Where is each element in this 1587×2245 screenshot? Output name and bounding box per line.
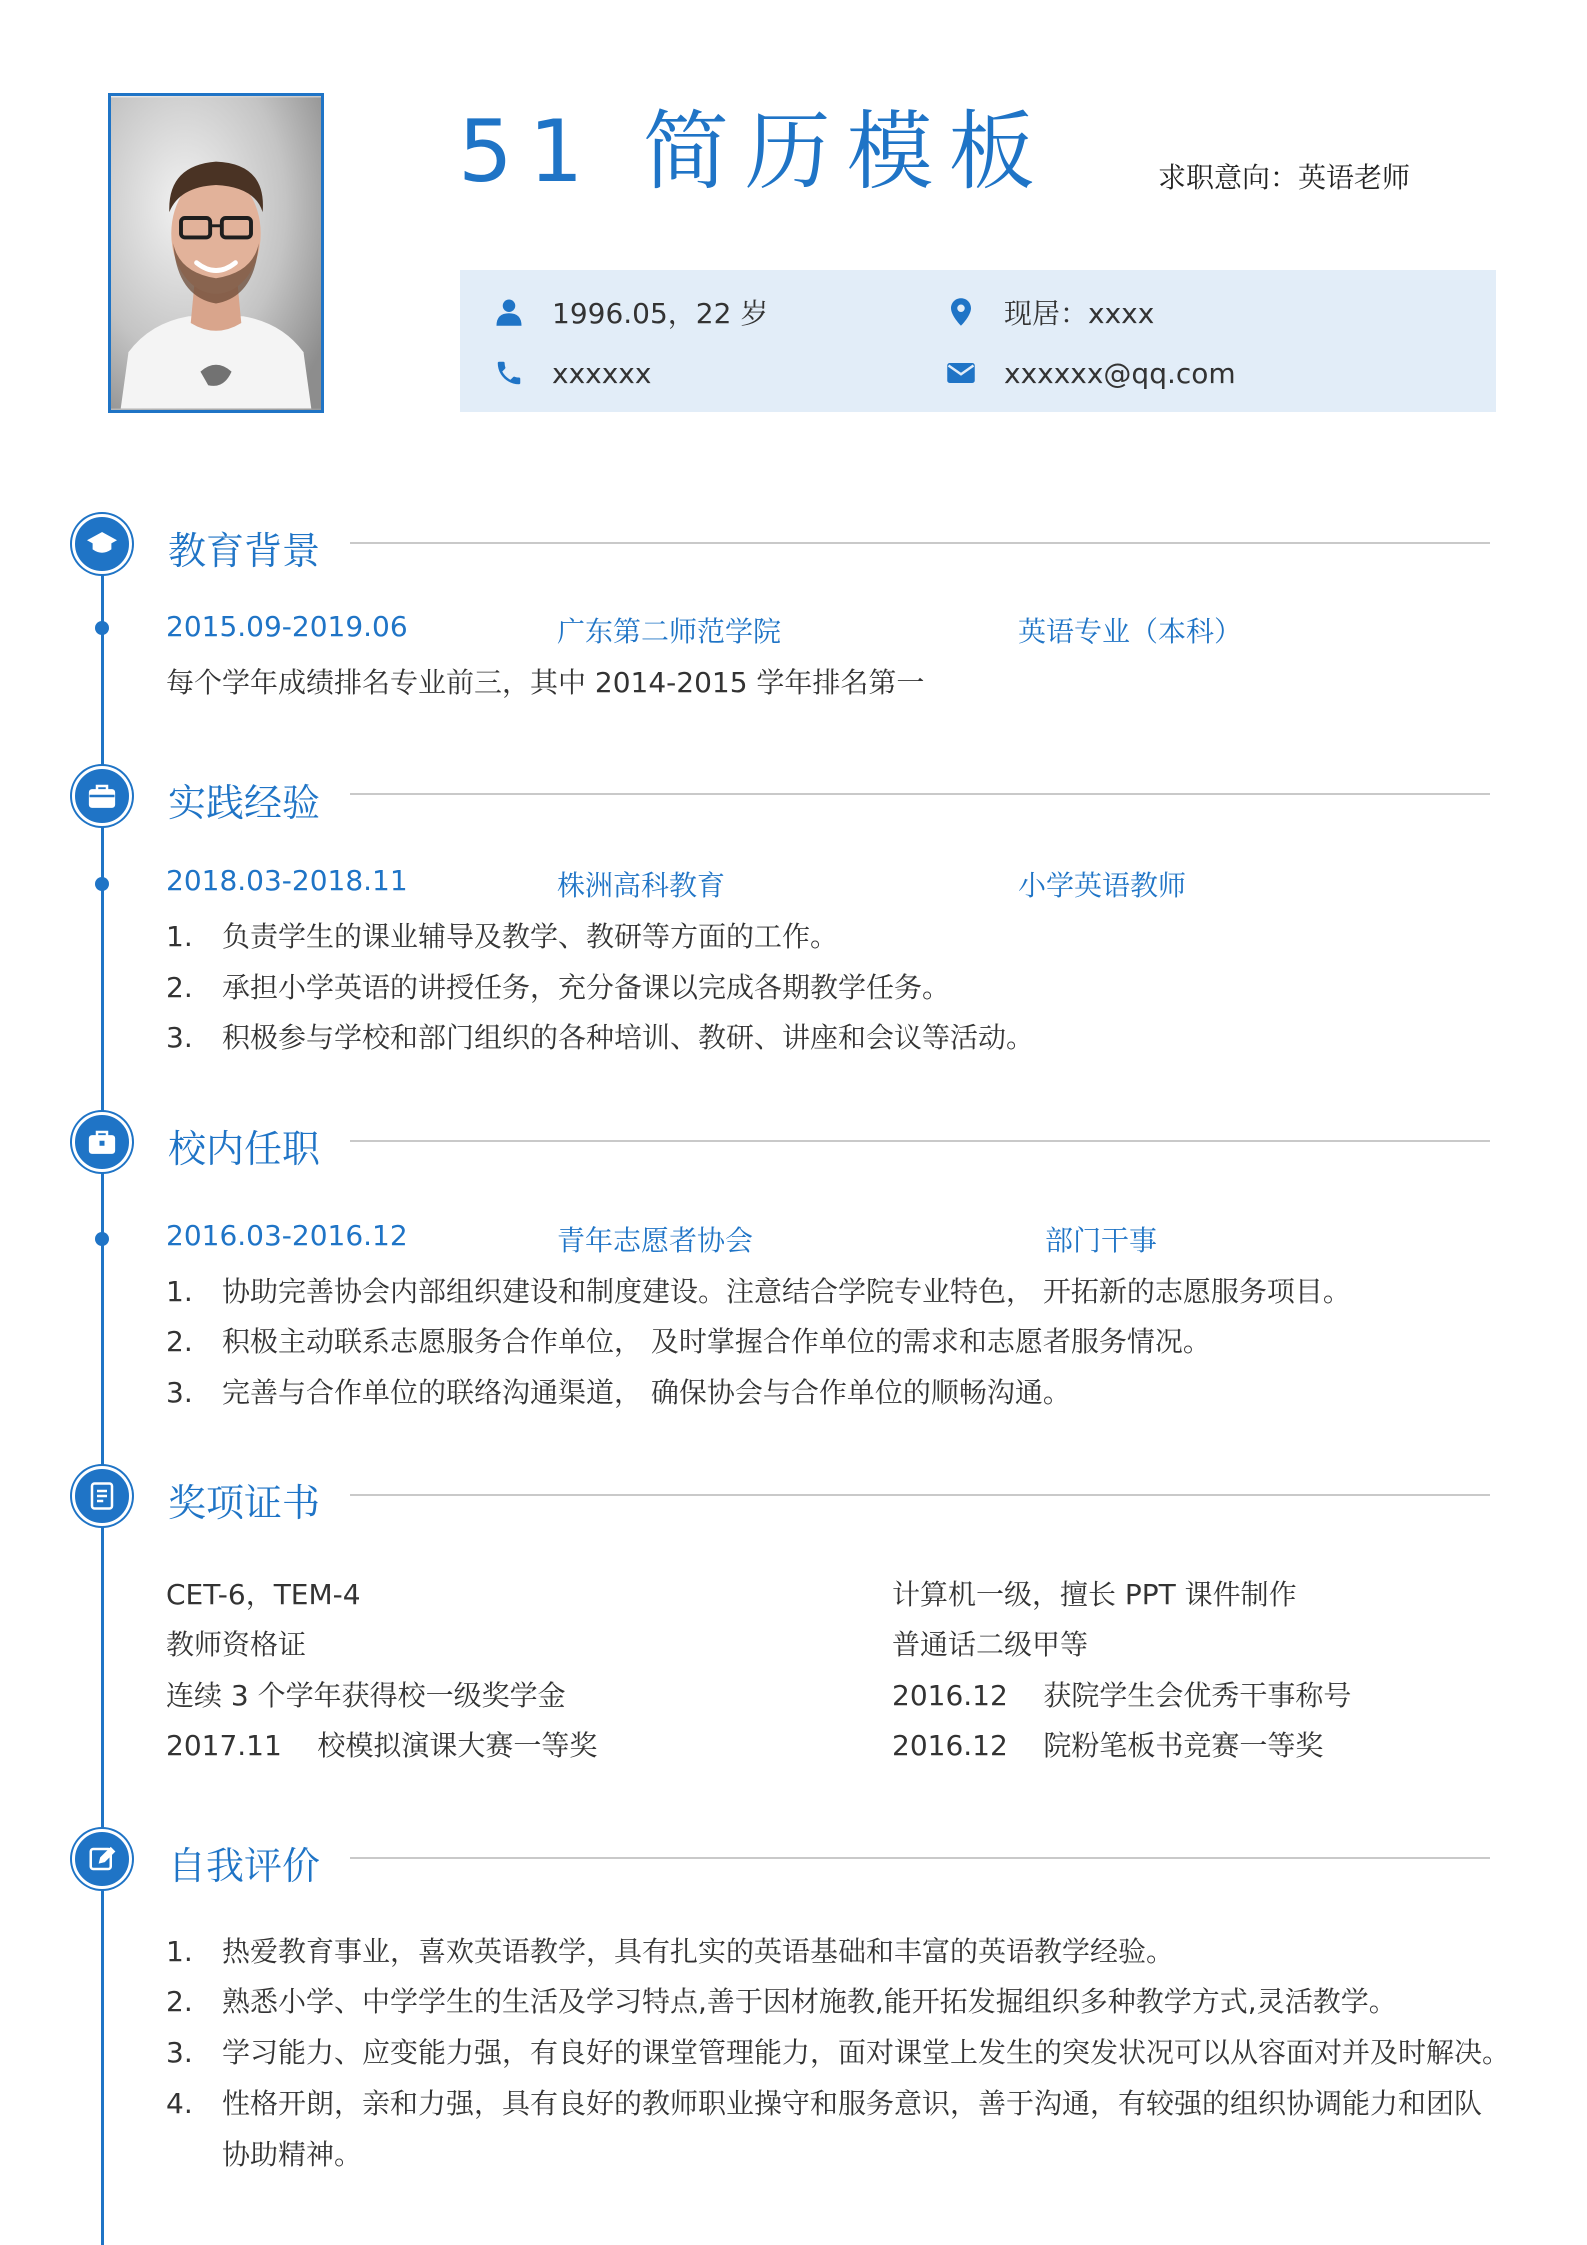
phone-text: xxxxxx	[552, 356, 652, 390]
practice-org: 株洲高科教育	[557, 869, 726, 902]
award-item: CET-6，TEM-4	[166, 1578, 361, 1611]
section-rule	[350, 1494, 1490, 1496]
profile-photo	[108, 93, 324, 413]
residence-text: 现居：xxxx	[1004, 297, 1155, 330]
phone-icon	[492, 356, 526, 390]
residence-info	[944, 292, 1154, 332]
list-item: 2. 熟悉小学、中学学生的生活及学习特点,善于因材施教,能开拓发掘组织多种教学方式,灵活教学。	[166, 1985, 1397, 2018]
phone-info	[492, 356, 651, 390]
birth-text: 1996.05，22 岁	[552, 297, 769, 330]
section-title-campus: 校内任职	[168, 1127, 321, 1171]
graduation-cap-icon	[72, 514, 132, 574]
timeline-dot	[95, 1232, 109, 1246]
education-major: 英语专业（本科）	[1018, 615, 1243, 648]
mail-icon	[944, 356, 978, 390]
section-rule	[350, 793, 1490, 795]
education-period: 2015.09-2019.06	[166, 610, 408, 643]
list-item: 1. 协助完善协会内部组织建设和制度建设。注意结合学院专业特色， 开拓新的志愿服务项目。	[166, 1275, 1351, 1308]
resume-title: 51 简历模板	[458, 102, 1051, 202]
list-item: 4. 性格开朗，亲和力强，具有良好的教师职业操守和服务意识，善于沟通，有较强的组织协调能力和团队	[166, 2087, 1483, 2120]
award-item: 2016.12 院粉笔板书竞赛一等奖	[892, 1729, 1324, 1762]
award-item: 教师资格证	[166, 1628, 307, 1661]
person-icon	[492, 295, 526, 329]
edit-pencil-icon	[72, 1829, 132, 1889]
email-text: xxxxxx@qq.com	[1004, 356, 1236, 390]
education-school: 广东第二师范学院	[557, 615, 782, 648]
list-item: 3. 完善与合作单位的联络沟通渠道， 确保协会与合作单位的顺畅沟通。	[166, 1376, 1071, 1409]
briefcase-icon	[72, 766, 132, 826]
certificate-icon	[72, 1466, 132, 1526]
section-title-education: 教育背景	[168, 529, 321, 573]
practice-period: 2018.03-2018.11	[166, 864, 408, 897]
award-item: 连续 3 个学年获得校一级奖学金	[166, 1679, 566, 1712]
list-item: 3. 学习能力、应变能力强，有良好的课堂管理能力，面对课堂上发生的突发状况可以从容面对并及时解决。	[166, 2036, 1511, 2069]
campus-org: 青年志愿者协会	[557, 1224, 754, 1257]
section-rule	[350, 1857, 1490, 1859]
campus-period: 2016.03-2016.12	[166, 1219, 408, 1252]
practice-role: 小学英语教师	[1018, 869, 1187, 902]
campus-role: 部门干事	[1045, 1224, 1158, 1257]
education-desc: 每个学年成绩排名专业前三，其中 2014-2015 学年排名第一	[166, 666, 925, 699]
profile-photo-illustration	[111, 96, 321, 410]
section-title-practice: 实践经验	[168, 781, 321, 825]
award-item: 计算机一级，擅长 PPT 课件制作	[892, 1578, 1297, 1611]
section-rule	[350, 542, 1490, 544]
email-info	[944, 356, 1236, 390]
section-title-awards: 奖项证书	[168, 1481, 321, 1525]
contact-info-panel	[460, 270, 1496, 412]
birth-info	[492, 292, 768, 332]
timeline-dot	[95, 877, 109, 891]
job-intent: 求职意向：英语老师	[1158, 161, 1411, 194]
award-item: 普通话二级甲等	[892, 1628, 1089, 1661]
timeline-dot	[95, 621, 109, 635]
list-item: 1. 热爱教育事业，喜欢英语教学，具有扎实的英语基础和丰富的英语教学经验。	[166, 1935, 1175, 1968]
award-item: 2017.11 校模拟演课大赛一等奖	[166, 1729, 598, 1762]
list-item: 2. 承担小学英语的讲授任务，充分备课以完成各期教学任务。	[166, 971, 951, 1004]
award-item: 2016.12 获院学生会优秀干事称号	[892, 1679, 1352, 1712]
bag-icon	[72, 1112, 132, 1172]
list-item: 1. 负责学生的课业辅导及教学、教研等方面的工作。	[166, 920, 839, 953]
list-item: 2. 积极主动联系志愿服务合作单位， 及时掌握合作单位的需求和志愿者服务情况。	[166, 1325, 1211, 1358]
section-title-self: 自我评价	[168, 1844, 321, 1888]
list-item: 协助精神。	[222, 2138, 363, 2171]
location-pin-icon	[944, 295, 978, 329]
list-item: 3. 积极参与学校和部门组织的各种培训、教研、讲座和会议等活动。	[166, 1021, 1035, 1054]
section-rule	[350, 1140, 1490, 1142]
